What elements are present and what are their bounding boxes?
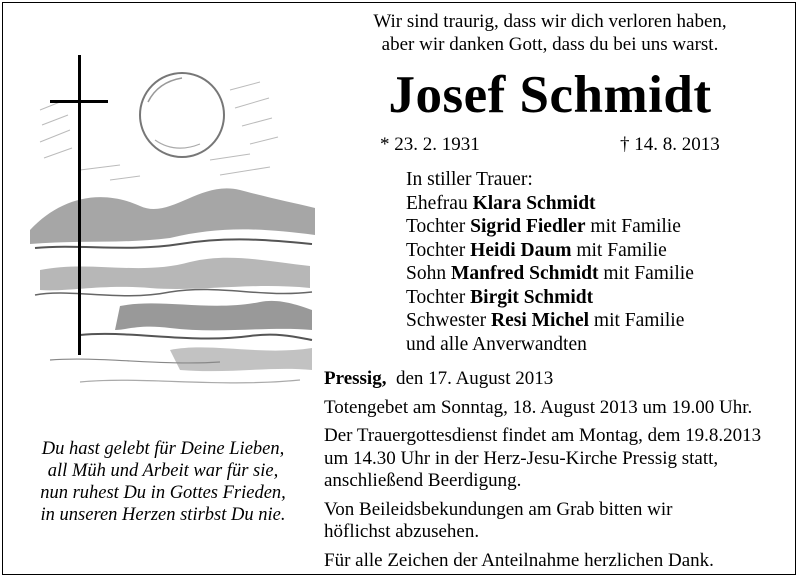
- epitaph-line: Wir sind traurig, dass wir dich verloren haben,: [373, 11, 727, 32]
- sun-icon: [140, 73, 224, 157]
- mourner-name: Resi Michel: [491, 310, 590, 331]
- condolence-info-line: höflichst abzusehen.: [324, 521, 480, 542]
- mourner-relation: Tochter: [406, 286, 466, 308]
- mourner-entry: [406, 286, 694, 310]
- mourner-suffix: mit Familie: [590, 216, 681, 237]
- place-date-line: [324, 368, 794, 391]
- notice-date: den 17. August 2013: [395, 368, 554, 389]
- mourner-relation: Tochter: [406, 239, 466, 261]
- mourners-closing: und alle Anverwandten: [406, 333, 587, 355]
- mourner-name: Birgit Schmidt: [470, 286, 594, 308]
- mourner-suffix: mit Familie: [576, 239, 667, 261]
- mourners-list: [406, 168, 694, 356]
- service-info-line: um 14.30 Uhr in der Herz-Jesu-Kirche Pressig statt,: [324, 447, 719, 469]
- mourner-suffix: mit Familie: [593, 310, 685, 331]
- death-date: † 14. 8. 2013: [620, 134, 720, 155]
- thanks-line: Für alle Zeichen der Anteilnahme herzlichen Dank.: [324, 549, 714, 571]
- funeral-info: [324, 368, 794, 572]
- mourners-intro: In stiller Trauer:: [406, 169, 533, 190]
- service-info-line: Der Trauergottesdienst findet am Montag, dem 19.8.2013: [324, 425, 762, 446]
- poem-line: in unseren Herzen stirbst Du nie.: [40, 505, 286, 525]
- condolence-info-line: Von Beileidsbekundungen am Grab bitten wir: [324, 498, 673, 520]
- service-info-line: anschließend Beerdigung.: [324, 470, 522, 491]
- place: Pressig,: [324, 368, 387, 389]
- epitaph-line: aber wir danken Gott, dass du bei uns warst.: [381, 34, 719, 55]
- mourner-relation: Sohn: [406, 263, 447, 284]
- mourner-name: Manfred Schmidt: [450, 263, 599, 284]
- birth-date: * 23. 2. 1931: [380, 134, 480, 155]
- mourner-relation: Schwester: [406, 310, 487, 331]
- mourner-name: Heidi Daum: [470, 239, 572, 261]
- deceased-name: Josef Schmidt: [388, 66, 712, 124]
- mourner-entry: [406, 215, 694, 239]
- mountain-ridges: [30, 188, 315, 382]
- mourner-entry: [406, 309, 694, 333]
- epitaph: [320, 10, 780, 56]
- mourner-name: Klara Schmidt: [472, 192, 596, 214]
- prayer-info: Totengebet am Sonntag, 18. August 2013 um 19.00 Uhr.: [324, 396, 753, 418]
- landscape-sketch-illustration: [20, 30, 320, 415]
- poem-line: Du hast gelebt für Deine Lieben,: [41, 439, 285, 459]
- mourner-relation: Ehefrau: [406, 192, 468, 214]
- memorial-poem: [8, 438, 318, 526]
- poem-line: all Müh und Arbeit war für sie,: [47, 461, 279, 481]
- mourner-relation: Tochter: [406, 216, 466, 237]
- poem-line: nun ruhest Du in Gottes Frieden,: [40, 483, 286, 503]
- mourner-entry: [406, 239, 694, 263]
- mourner-entry: [406, 262, 694, 286]
- mourner-name: Sigrid Fiedler: [470, 216, 586, 237]
- sky-hatching: [40, 82, 278, 180]
- mourner-entry: [406, 192, 694, 216]
- mourner-suffix: mit Familie: [603, 263, 694, 284]
